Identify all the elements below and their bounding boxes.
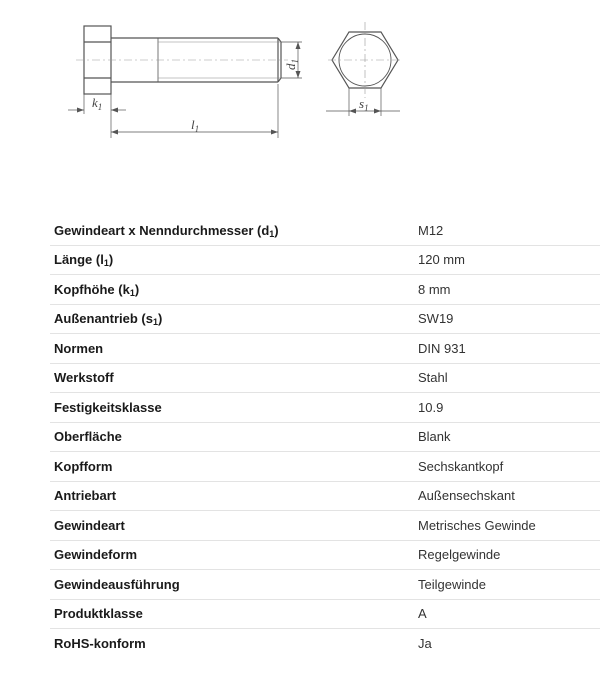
spec-value: Blank xyxy=(418,422,600,452)
spec-value: Sechskantkopf xyxy=(418,452,600,482)
spec-label xyxy=(50,363,418,393)
spec-row xyxy=(50,363,600,393)
spec-label-text: Außenantrieb (s xyxy=(54,311,153,327)
spec-label-suffix: ) xyxy=(157,311,163,327)
spec-value: A xyxy=(418,599,600,629)
label-s1: $s_1$ xyxy=(359,96,369,113)
spec-label xyxy=(50,275,418,305)
spec-table xyxy=(50,216,600,658)
spec-label xyxy=(50,216,418,245)
spec-label-text: Länge (l xyxy=(54,252,104,268)
spec-label-text: Kopfhöhe (k xyxy=(54,281,130,297)
spec-label xyxy=(50,422,418,452)
spec-row xyxy=(50,629,600,658)
spec-label xyxy=(50,334,418,364)
spec-label-text: Gewindeform xyxy=(54,547,138,563)
spec-label-text: Gewindeart x Nenndurchmesser (d xyxy=(54,222,270,238)
spec-label xyxy=(50,540,418,570)
spec-label xyxy=(50,629,418,658)
spec-row xyxy=(50,334,600,364)
spec-label xyxy=(50,304,418,334)
spec-value: M12 xyxy=(418,222,444,238)
spec-label-subscript: 1 xyxy=(269,228,275,239)
spec-value: 120 mm xyxy=(418,245,600,275)
spec-label-suffix: ) xyxy=(108,252,114,268)
spec-row xyxy=(50,216,600,245)
label-d1: $d_1$ xyxy=(283,59,300,70)
spec-value: Teilgewinde xyxy=(418,570,600,600)
spec-label xyxy=(50,570,418,600)
spec-row xyxy=(50,599,600,629)
bolt-technical-drawing xyxy=(50,14,400,144)
spec-row xyxy=(50,275,600,305)
spec-value: Regelgewinde xyxy=(418,540,600,570)
spec-label xyxy=(50,599,418,629)
spec-value: 10.9 xyxy=(418,393,600,423)
spec-row xyxy=(50,452,600,482)
spec-label-subscript: 1 xyxy=(103,258,109,269)
spec-label-suffix: ) xyxy=(134,281,140,297)
spec-label-suffix: ) xyxy=(274,222,279,238)
spec-label xyxy=(50,393,418,423)
spec-label-subscript: 1 xyxy=(152,317,158,328)
spec-label-text: Gewindeart xyxy=(54,517,125,533)
spec-row xyxy=(50,540,600,570)
spec-label xyxy=(50,245,418,275)
spec-label xyxy=(50,511,418,541)
spec-value: Stahl xyxy=(418,363,600,393)
spec-row xyxy=(50,481,600,511)
spec-row xyxy=(50,245,600,275)
label-k1: $k_1$ xyxy=(92,95,103,112)
spec-label-text: Werkstoff xyxy=(54,370,114,386)
spec-label xyxy=(50,452,418,482)
spec-label-text: Kopfform xyxy=(54,458,113,474)
spec-label-text: Oberfläche xyxy=(54,429,122,445)
spec-label-text: Normen xyxy=(54,340,104,356)
spec-value: 8 mm xyxy=(418,275,600,305)
spec-label-text: Antriebart xyxy=(54,488,117,504)
spec-value: Außensechskant xyxy=(418,481,600,511)
spec-row xyxy=(50,511,600,541)
spec-value: Metrisches Gewinde xyxy=(418,511,600,541)
spec-value: DIN 931 xyxy=(418,334,600,364)
spec-row xyxy=(50,304,600,334)
spec-label-text: Produktklasse xyxy=(54,606,143,622)
label-l1: $l_1$ xyxy=(191,117,200,134)
spec-value: Ja xyxy=(418,629,600,658)
spec-value: SW19 xyxy=(418,304,600,334)
spec-label xyxy=(50,481,418,511)
spec-label-text: Festigkeitsklasse xyxy=(54,399,162,415)
spec-row xyxy=(50,393,600,423)
spec-label-text: Gewindeausführung xyxy=(54,576,180,592)
spec-row xyxy=(50,570,600,600)
spec-label-subscript: 1 xyxy=(129,287,135,298)
spec-label-text: RoHS-konform xyxy=(54,635,146,651)
spec-row xyxy=(50,422,600,452)
